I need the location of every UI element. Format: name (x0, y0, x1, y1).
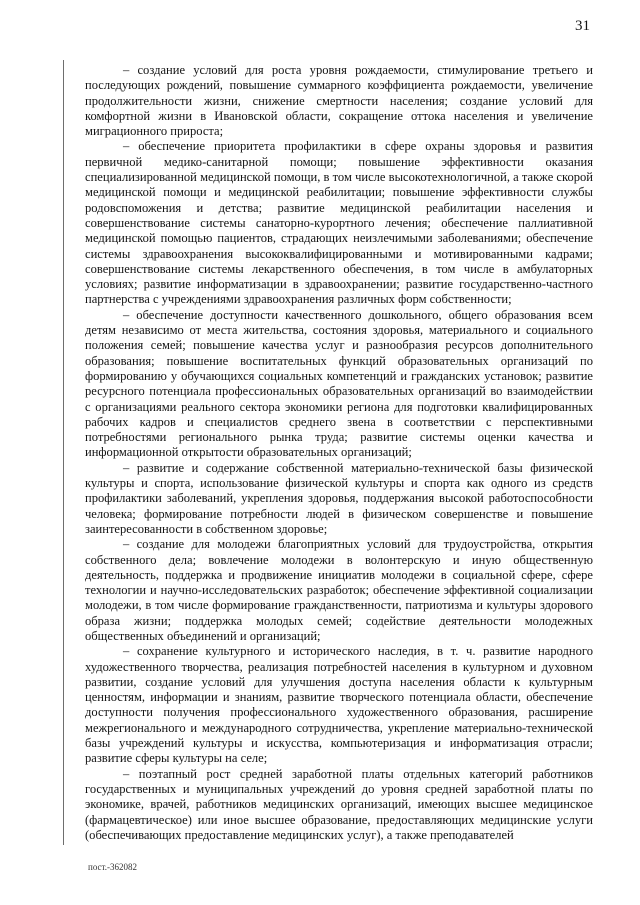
left-margin-line (63, 60, 64, 845)
document-code: пост.-362082 (88, 862, 138, 872)
paragraph-sport: – развитие и содержание собственной материально-технической базы физической культуры и спорта, использование физической культуры и спорта как одного из средств профилактики заболеваний, укрепления здоровья, поддержания высокой работоспособности человека; формирование потребности людей в физическом совершенстве и повышение заинтересованности в собственном здоровье; (85, 460, 593, 536)
page-number: 31 (575, 18, 590, 34)
body-text (85, 63, 593, 843)
paragraph-demography: – создание условий для роста уровня рождаемости, стимулирование третьего и последующих рождений, повышение суммарного коэффициента рождаемости, увеличение продолжительности жизни, снижение смертности населения; создание условий для комфортной жизни в Ивановской области, сокращение оттока населения и увеличение миграционного прироста; (85, 63, 593, 139)
paragraph-healthcare: – обеспечение приоритета профилактики в сфере охраны здоровья и развития первичной медико-санитарной помощи; повышение эффективности оказания специализированной медицинской помощи, в том числе высокотехнологичной, а также скорой медицинской помощи и медицинской реабилитации; повышение эффективности службы родовспоможения и детства; развитие медицинской реабилитации населения и совершенствование системы санаторно-курортного лечения; обеспечение паллиативной медицинской помощью пациентов, страдающих неизлечимыми заболеваниями; обеспечение системы здравоохранения высококвалифицированными и мотивированными кадрами; совершенствование системы лекарственного обеспечения, в том числе в амбулаторных условиях; развитие информатизации в здравоохранении; развитие государственно-частного партнерства с учреждениями здравоохранения различных форм собственности; (85, 139, 593, 307)
paragraph-education: – обеспечение доступности качественного дошкольного, общего образования всем детям независимо от места жительства, состояния здоровья, материального и социального положения семей; повышение качества услуг и разнообразия ресурсов дополнительного образования; повышение воспитательных функций образовательных организаций по формированию у обучающихся социальных компетенций и гражданских установок; развитие ресурсного потенциала профессиональных образовательных организаций во взаимодействии с организациями реального сектора экономики региона для подготовки квалифицированных рабочих кадров и специалистов среднего звена в соответствии с перспективными потребностями регионального рынка труда; развитие системы оценки качества и информационной открытости образовательных организаций; (85, 307, 593, 460)
paragraph-culture: – сохранение культурного и исторического наследия, в т. ч. развитие народного художественного творчества, реализация потребностей населения в культурном и духовном развитии, создание условий для улучшения доступа населения области к культурным ценностям, информации и знаниям, развитие творческого потенциала области, обеспечение доступности получения профессионального художественного образования, расширение межрегионального и международного сотрудничества, укрепление материально-технической базы учреждений культуры и искусства, компьютеризация и информатизация отрасли; развитие сферы культуры на селе; (85, 644, 593, 766)
paragraph-salary: – поэтапный рост средней заработной платы отдельных категорий работников государственных и муниципальных учреждений до уровня средней заработной платы по экономике, врачей, работников медицинских организаций, имеющих высшее медицинское (фармацевтическое) или иное высшее образование, предоставляющих медицинские услуги (обеспечивающих предоставление медицинских услуг), а также преподавателей (85, 766, 593, 842)
paragraph-youth: – создание для молодежи благоприятных условий для трудоустройства, открытия собственного дела; вовлечение молодежи в волонтерскую и иную общественную деятельность, поддержка и продвижение инициатив молодежи в социальной сфере, сфере технологии и научно-исследовательских разработок; обеспечение эффективной социализации молодежи, в том числе формирование гражданственности, патриотизма и культуры здорового образа жизни; поддержка молодых семей; содействие деятельности молодежных общественных объединений и организаций; (85, 537, 593, 643)
